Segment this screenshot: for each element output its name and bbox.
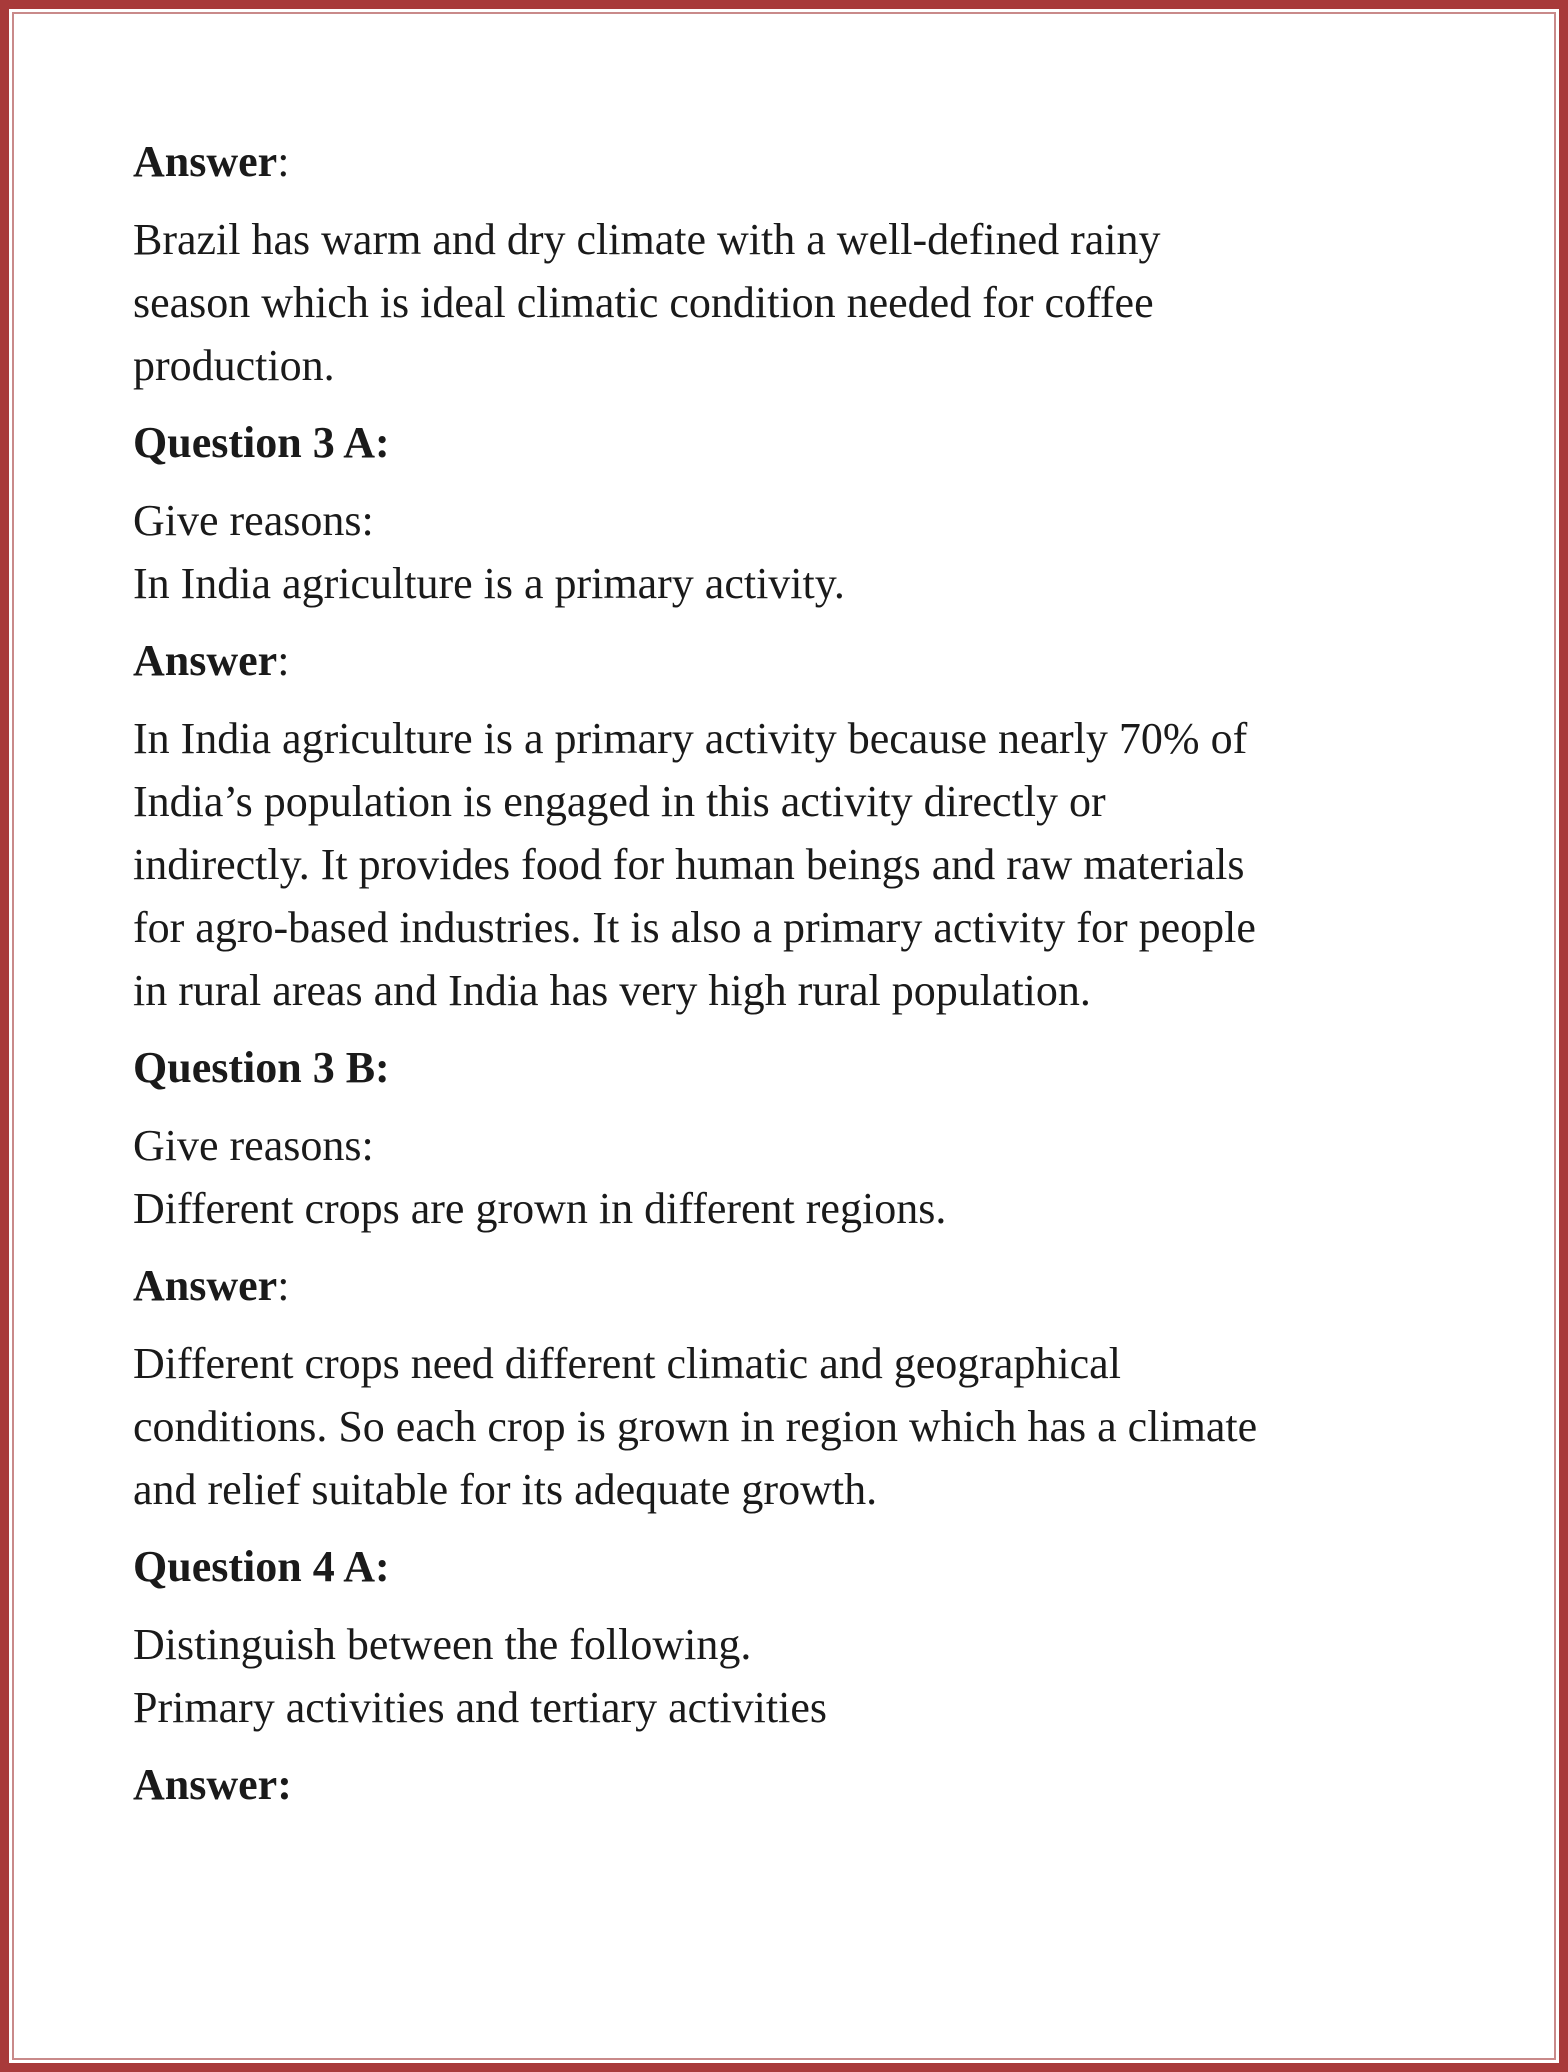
answer-paragraph (133, 208, 1433, 397)
text-line: Primary activities and tertiary activities (133, 1683, 827, 1732)
question-paragraph (133, 1613, 1433, 1739)
text-line: Brazil has warm and dry climate with a well-defined rainy (133, 215, 1161, 264)
text-line: indirectly. It provides food for human beings and raw materials (133, 840, 1245, 889)
text-line: Give reasons: (133, 1121, 374, 1170)
answer-heading: Answer: (133, 1261, 290, 1310)
answer-paragraph (133, 1332, 1433, 1521)
text-line: In India agriculture is a primary activity. (133, 559, 845, 608)
text-line: Distinguish between the following. (133, 1620, 752, 1669)
question-paragraph (133, 1114, 1433, 1240)
text-line: India’s population is engaged in this activity directly or (133, 777, 1106, 826)
document-content (133, 136, 1433, 1831)
text-line: Different crops need different climatic and geographical (133, 1339, 1121, 1388)
text-line: conditions. So each crop is grown in region which has a climate (133, 1402, 1258, 1451)
text-line: production. (133, 341, 335, 390)
text-line: for agro-based industries. It is also a primary activity for people (133, 903, 1256, 952)
question-paragraph (133, 489, 1433, 615)
text-line: In India agriculture is a primary activity because nearly 70% of (133, 714, 1248, 763)
question-heading: Question 3 A: (133, 418, 390, 467)
question-heading: Question 3 B: (133, 1043, 390, 1092)
answer-heading: Answer: (133, 137, 290, 186)
text-line: season which is ideal climatic condition needed for coffee (133, 278, 1154, 327)
text-line: in rural areas and India has very high rural population. (133, 966, 1091, 1015)
answer-heading: Answer: (133, 636, 290, 685)
question-heading: Question 4 A: (133, 1542, 390, 1591)
text-line: and relief suitable for its adequate growth. (133, 1465, 878, 1514)
answer-heading: Answer: (133, 1760, 292, 1809)
text-line: Different crops are grown in different regions. (133, 1184, 947, 1233)
text-line: Give reasons: (133, 496, 374, 545)
answer-paragraph (133, 707, 1433, 1022)
